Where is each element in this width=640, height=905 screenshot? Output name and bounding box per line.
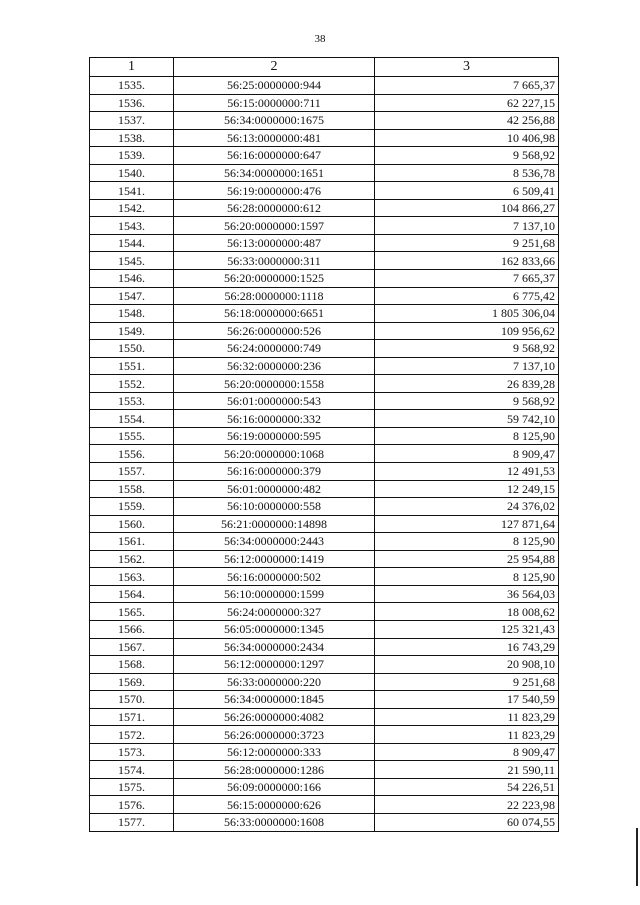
value-cell: 109 956,62 [375,322,559,340]
row-number-cell: 1547. [90,287,174,305]
cadastral-number-cell: 56:20:0000000:1558 [174,375,375,393]
value-cell: 17 540,59 [375,691,559,709]
value-cell: 18 008,62 [375,603,559,621]
table-row [90,234,559,252]
cadastral-number-cell: 56:16:0000000:502 [174,568,375,586]
table-row [90,270,559,288]
row-number-cell: 1565. [90,603,174,621]
table-row [90,287,559,305]
row-number-cell: 1559. [90,498,174,516]
cadastral-number-cell: 56:26:0000000:526 [174,322,375,340]
cadastral-number-cell: 56:19:0000000:595 [174,427,375,445]
table-row [90,813,559,831]
cadastral-number-cell: 56:20:0000000:1597 [174,217,375,235]
table-row [90,129,559,147]
cadastral-number-cell: 56:10:0000000:1599 [174,585,375,603]
row-number-cell: 1556. [90,445,174,463]
value-cell: 9 251,68 [375,673,559,691]
cadastral-number-cell: 56:32:0000000:236 [174,357,375,375]
page-number: 38 [314,33,326,45]
value-cell: 21 590,11 [375,761,559,779]
cadastral-number-cell: 56:01:0000000:543 [174,392,375,410]
table-row [90,252,559,270]
table-row [90,77,559,95]
row-number-cell: 1569. [90,673,174,691]
value-cell: 42 256,88 [375,112,559,130]
row-number-cell: 1561. [90,533,174,551]
table-row [90,761,559,779]
row-number-cell: 1541. [90,182,174,200]
value-cell: 25 954,88 [375,550,559,568]
row-number-cell: 1550. [90,340,174,358]
cadastral-number-cell: 56:33:0000000:220 [174,673,375,691]
table-row [90,498,559,516]
table-row [90,427,559,445]
table-row [90,743,559,761]
cadastral-number-cell: 56:19:0000000:476 [174,182,375,200]
table-row [90,796,559,814]
row-number-cell: 1548. [90,305,174,323]
value-cell: 125 321,43 [375,620,559,638]
row-number-cell: 1537. [90,112,174,130]
table-row [90,673,559,691]
cadastral-number-cell: 56:05:0000000:1345 [174,620,375,638]
row-number-cell: 1536. [90,94,174,112]
scan-edge-mark [636,828,638,886]
table-row [90,375,559,393]
table-row [90,480,559,498]
cadastral-number-cell: 56:28:0000000:1118 [174,287,375,305]
table-row [90,656,559,674]
table-row [90,147,559,165]
table-row [90,463,559,481]
cadastral-number-cell: 56:16:0000000:379 [174,463,375,481]
row-number-cell: 1544. [90,234,174,252]
column-header-1: 1 [90,58,174,77]
cadastral-number-cell: 56:26:0000000:3723 [174,726,375,744]
table-row [90,164,559,182]
table-row [90,217,559,235]
cadastral-number-cell: 56:09:0000000:166 [174,778,375,796]
cadastral-number-cell: 56:24:0000000:749 [174,340,375,358]
cadastral-number-cell: 56:24:0000000:327 [174,603,375,621]
value-cell: 10 406,98 [375,129,559,147]
row-number-cell: 1570. [90,691,174,709]
cadastral-number-cell: 56:20:0000000:1068 [174,445,375,463]
value-cell: 26 839,28 [375,375,559,393]
cadastral-number-cell: 56:16:0000000:647 [174,147,375,165]
row-number-cell: 1543. [90,217,174,235]
table-row [90,94,559,112]
table-row [90,620,559,638]
row-number-cell: 1553. [90,392,174,410]
value-cell: 16 743,29 [375,638,559,656]
row-number-cell: 1564. [90,585,174,603]
cadastral-number-cell: 56:13:0000000:487 [174,234,375,252]
cadastral-number-cell: 56:34:0000000:2443 [174,533,375,551]
row-number-cell: 1551. [90,357,174,375]
row-number-cell: 1571. [90,708,174,726]
row-number-cell: 1563. [90,568,174,586]
table-row [90,603,559,621]
value-cell: 1 805 306,04 [375,305,559,323]
value-cell: 8 125,90 [375,568,559,586]
value-cell: 8 125,90 [375,427,559,445]
table-row [90,568,559,586]
cadastral-number-cell: 56:34:0000000:1845 [174,691,375,709]
table-row [90,691,559,709]
row-number-cell: 1577. [90,813,174,831]
cadastral-number-cell: 56:33:0000000:311 [174,252,375,270]
row-number-cell: 1566. [90,620,174,638]
cadastral-number-cell: 56:15:0000000:711 [174,94,375,112]
value-cell: 7 665,37 [375,77,559,95]
value-cell: 62 227,15 [375,94,559,112]
table-row [90,638,559,656]
row-number-cell: 1535. [90,77,174,95]
table-row [90,778,559,796]
cadastral-number-cell: 56:34:0000000:1675 [174,112,375,130]
row-number-cell: 1558. [90,480,174,498]
value-cell: 7 665,37 [375,270,559,288]
table-row [90,533,559,551]
value-cell: 59 742,10 [375,410,559,428]
value-cell: 54 226,51 [375,778,559,796]
table-row [90,305,559,323]
cadastral-number-cell: 56:12:0000000:1419 [174,550,375,568]
table-row [90,708,559,726]
row-number-cell: 1538. [90,129,174,147]
cadastral-number-cell: 56:28:0000000:1286 [174,761,375,779]
table-row [90,515,559,533]
row-number-cell: 1573. [90,743,174,761]
cadastral-number-cell: 56:15:0000000:626 [174,796,375,814]
value-cell: 11 823,29 [375,708,559,726]
row-number-cell: 1552. [90,375,174,393]
column-header-3: 3 [375,58,559,77]
row-number-cell: 1546. [90,270,174,288]
cadastral-number-cell: 56:12:0000000:333 [174,743,375,761]
value-cell: 8 125,90 [375,533,559,551]
value-cell: 162 833,66 [375,252,559,270]
table-row [90,726,559,744]
row-number-cell: 1557. [90,463,174,481]
value-cell: 104 866,27 [375,199,559,217]
table-row [90,199,559,217]
table-row [90,410,559,428]
cadastral-number-cell: 56:21:0000000:14898 [174,515,375,533]
table-row [90,182,559,200]
table-row [90,112,559,130]
value-cell: 11 823,29 [375,726,559,744]
value-cell: 8 909,47 [375,445,559,463]
row-number-cell: 1542. [90,199,174,217]
value-cell: 22 223,98 [375,796,559,814]
cadastral-number-cell: 56:26:0000000:4082 [174,708,375,726]
row-number-cell: 1560. [90,515,174,533]
table-row [90,357,559,375]
value-cell: 7 137,10 [375,357,559,375]
cadastral-number-cell: 56:34:0000000:1651 [174,164,375,182]
row-number-cell: 1575. [90,778,174,796]
value-cell: 12 491,53 [375,463,559,481]
value-cell: 9 251,68 [375,234,559,252]
value-cell: 9 568,92 [375,392,559,410]
cadastral-table [89,57,559,832]
row-number-cell: 1567. [90,638,174,656]
row-number-cell: 1562. [90,550,174,568]
table-header-row [90,58,559,77]
value-cell: 12 249,15 [375,480,559,498]
cadastral-number-cell: 56:20:0000000:1525 [174,270,375,288]
row-number-cell: 1549. [90,322,174,340]
value-cell: 6 509,41 [375,182,559,200]
value-cell: 8 536,78 [375,164,559,182]
value-cell: 24 376,02 [375,498,559,516]
cadastral-number-cell: 56:13:0000000:481 [174,129,375,147]
table-row [90,392,559,410]
cadastral-number-cell: 56:28:0000000:612 [174,199,375,217]
cadastral-number-cell: 56:33:0000000:1608 [174,813,375,831]
row-number-cell: 1574. [90,761,174,779]
cadastral-number-cell: 56:10:0000000:558 [174,498,375,516]
cadastral-number-cell: 56:01:0000000:482 [174,480,375,498]
value-cell: 127 871,64 [375,515,559,533]
row-number-cell: 1540. [90,164,174,182]
value-cell: 60 074,55 [375,813,559,831]
value-cell: 20 908,10 [375,656,559,674]
table-row [90,322,559,340]
table-row [90,340,559,358]
row-number-cell: 1572. [90,726,174,744]
row-number-cell: 1545. [90,252,174,270]
row-number-cell: 1554. [90,410,174,428]
value-cell: 6 775,42 [375,287,559,305]
column-header-2: 2 [174,58,375,77]
table-row [90,585,559,603]
cadastral-number-cell: 56:34:0000000:2434 [174,638,375,656]
cadastral-number-cell: 56:12:0000000:1297 [174,656,375,674]
table-row [90,445,559,463]
row-number-cell: 1568. [90,656,174,674]
value-cell: 9 568,92 [375,147,559,165]
value-cell: 8 909,47 [375,743,559,761]
row-number-cell: 1576. [90,796,174,814]
value-cell: 9 568,92 [375,340,559,358]
row-number-cell: 1555. [90,427,174,445]
cadastral-number-cell: 56:16:0000000:332 [174,410,375,428]
row-number-cell: 1539. [90,147,174,165]
table-row [90,550,559,568]
cadastral-number-cell: 56:18:0000000:6651 [174,305,375,323]
value-cell: 7 137,10 [375,217,559,235]
table-body [90,77,559,832]
cadastral-number-cell: 56:25:0000000:944 [174,77,375,95]
value-cell: 36 564,03 [375,585,559,603]
